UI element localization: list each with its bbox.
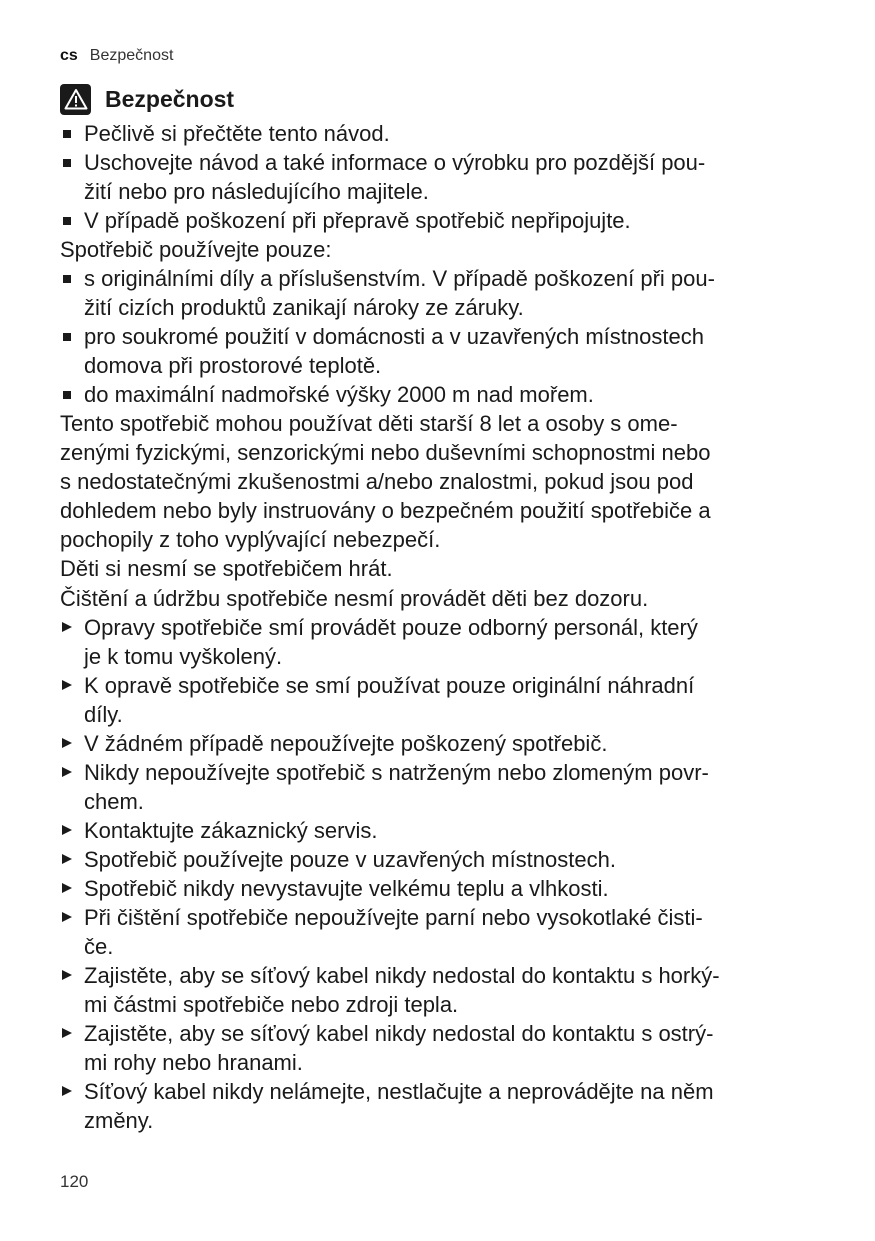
paragraph [60,235,830,264]
instruction-item [60,903,830,961]
text-line: Uschovejte návod a také informace o výrobku pro pozdější pou- [84,150,706,176]
section-heading [60,83,234,115]
text-line: s originálními díly a příslušenstvím. V případě poškození při pou- [84,266,715,292]
text-line: Síťový kabel nikdy nelámejte, nestlačujte a neprovádějte na něm [84,1079,714,1105]
text-line: Spotřebič nikdy nevystavujte velkému teplu a vlhkosti. [84,875,609,901]
arrow-bullet-icon [62,970,72,980]
square-bullet-icon [63,275,71,283]
bullet-item [60,148,830,206]
text-line: díly. [84,701,123,727]
square-bullet-icon [63,391,71,399]
text-line: pochopily z toho vyplývající nebezpečí. [60,527,441,553]
text-line: domova při prostorové teplotě. [84,353,382,379]
instruction-item [60,1019,830,1077]
bullet-item [60,206,830,235]
warning-triangle-icon [60,84,91,115]
arrow-bullet-icon [62,738,72,748]
text-line: če. [84,933,114,959]
square-bullet-icon [63,159,71,167]
instruction-item [60,845,830,874]
text-line: Kontaktujte zákaznický servis. [84,817,378,843]
text-line: žití nebo pro následujícího majitele. [84,179,429,205]
text-line: Zajistěte, aby se síťový kabel nikdy nedostal do kontaktu s ostrý- [84,1020,714,1046]
text-line: chem. [84,788,144,814]
text-line: V případě poškození při přepravě spotřebič nepřipojujte. [84,208,631,234]
text-line: Spotřebič používejte pouze v uzavřených místnostech. [84,846,616,872]
text-line: žití cizích produktů zanikají nároky ze záruky. [84,295,524,321]
text-line: K opravě spotřebiče se smí používat pouze originální náhradní [84,672,695,698]
arrow-bullet-icon [62,1086,72,1096]
text-line: mi částmi spotřebiče nebo zdroji tepla. [84,991,459,1017]
arrow-bullet-icon [62,912,72,922]
text-line: do maximální nadmořské výšky 2000 m nad mořem. [84,382,594,408]
square-bullet-icon [63,130,71,138]
paragraph [60,409,830,554]
text-line: zenými fyzickými, senzorickými nebo duševními schopnostmi nebo [60,440,711,466]
instruction-item [60,1077,830,1135]
arrow-bullet-icon [62,622,72,632]
arrow-bullet-icon [62,825,72,835]
page-number: 120 [60,1172,89,1191]
arrow-bullet-icon [62,854,72,864]
text-line: dohledem nebo byly instruovány o bezpečném použití spotřebiče a [60,498,711,524]
square-bullet-icon [63,217,71,225]
text-line: Tento spotřebič mohou používat děti starší 8 let a osoby s ome- [60,411,678,437]
language-code: cs [60,47,78,64]
text-line: Opravy spotřebiče smí provádět pouze odborný personál, který [84,614,698,640]
text-line: změny. [84,1108,154,1134]
text-line: je k tomu vyškolený. [84,643,283,669]
square-bullet-icon [63,333,71,341]
text-line: Při čištění spotřebiče nepoužívejte parní nebo vysokotlaké čisti- [84,904,703,930]
text-line: s nedostatečnými zkušenostmi a/nebo znalostmi, pokud jsou pod [60,469,694,495]
instruction-item [60,729,830,758]
instruction-item [60,874,830,903]
instruction-item [60,961,830,1019]
text-line: Děti si nesmí se spotřebičem hrát. [60,556,393,582]
bullet-item [60,119,830,148]
text-line: mi rohy nebo hranami. [84,1050,303,1075]
paragraph [60,554,830,583]
running-header [60,47,173,65]
text-line: Čištění a údržbu spotřebiče nesmí provádět děti bez dozoru. [60,585,649,611]
paragraph [60,584,830,613]
text-line: Zajistěte, aby se síťový kabel nikdy nedostal do kontaktu s horký- [84,962,720,988]
instruction-item [60,758,830,816]
arrow-bullet-icon [62,767,72,777]
instruction-item [60,613,830,671]
page-title: Bezpečnost [105,85,235,112]
bullet-item [60,322,830,380]
text-line: Pečlivě si přečtěte tento návod. [84,121,390,146]
arrow-bullet-icon [62,883,72,893]
arrow-bullet-icon [62,680,72,690]
text-line: Nikdy nepoužívejte spotřebič s natrženým nebo zlomeným povr- [84,759,709,785]
arrow-bullet-icon [62,1028,72,1038]
instruction-item [60,671,830,729]
bullet-item [60,264,830,322]
section-name: Bezpečnost [89,47,174,64]
instruction-item [60,816,830,845]
text-line: pro soukromé použití v domácnosti a v uzavřených místnostech [84,324,704,350]
text-line: Spotřebič používejte pouze: [60,237,332,263]
bullet-item [60,380,830,409]
safety-content [60,119,830,1135]
text-line: V žádném případě nepoužívejte poškozený spotřebič. [84,730,608,756]
